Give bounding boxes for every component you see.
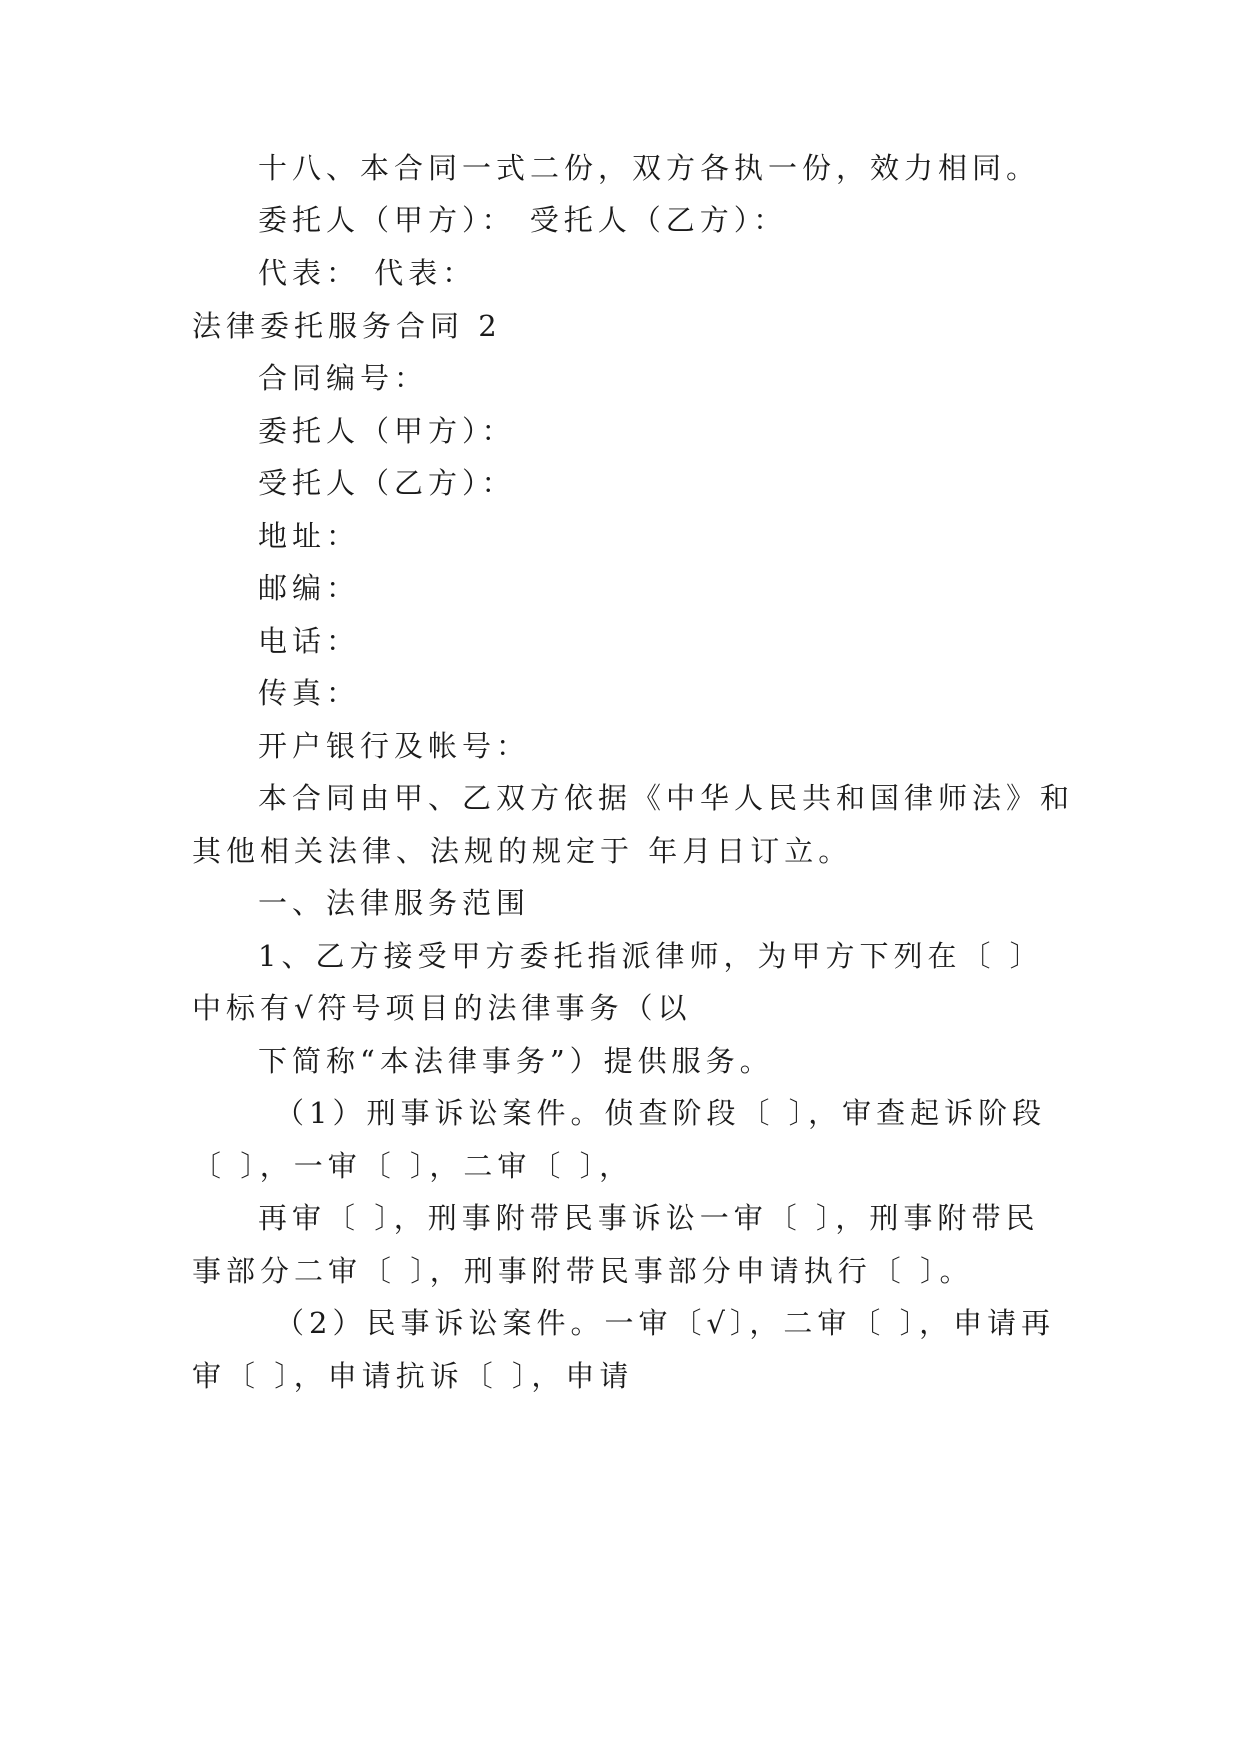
document-title: 法律委托服务合同 2 (192, 309, 502, 343)
clause-1-line-3: 下简称“本法律事务”）提供服务。 (258, 1044, 774, 1078)
criminal-cases-line-2: 〔 〕，一审〔 〕，二审〔 〕， (192, 1149, 634, 1183)
clause-18-copies: 十八、本合同一式二份，双方各执一份，效力相同。 (258, 151, 1041, 185)
criminal-cases-line-4: 事部分二审〔 〕，刑事附带民事部分申请执行〔 〕。 (192, 1254, 974, 1288)
preamble-line-2: 其他相关法律、法规的规定于 年月日订立。 (192, 834, 853, 868)
section-heading-scope: 一、法律服务范围 (258, 886, 531, 920)
criminal-cases-line-1: （1）刑事诉讼案件。侦查阶段〔 〕，审查起诉阶段 (275, 1096, 1047, 1130)
bank-account-field: 开户银行及帐号： (258, 729, 531, 763)
civil-cases-line-1: （2）民事诉讼案件。一审〔√〕，二审〔 〕，申请再 (275, 1306, 1056, 1340)
fax-field: 传真： (258, 676, 361, 710)
postcode-field: 邮编： (258, 571, 361, 605)
address-field: 地址： (258, 519, 361, 553)
client-party-a-field: 委托人（甲方）： (258, 414, 516, 448)
civil-cases-line-2: 审〔 〕，申请抗诉〔 〕，申请 (192, 1359, 634, 1393)
signature-representatives-line: 代表： 代表： (258, 256, 477, 290)
trustee-party-b-field: 受托人（乙方）： (258, 466, 516, 500)
signature-parties-line: 委托人（甲方）： 受托人（乙方）： (258, 203, 788, 237)
contract-number-field: 合同编号： (258, 361, 429, 395)
preamble-line-1: 本合同由甲、乙双方依据《中华人民共和国律师法》和 (258, 781, 1075, 815)
phone-field: 电话： (258, 624, 361, 658)
clause-1-line-2: 中标有√符号项目的法律事务（以 (192, 991, 692, 1025)
clause-1-line-1: 1、乙方接受甲方委托指派律师，为甲方下列在〔 〕 (258, 939, 1044, 973)
criminal-cases-line-3: 再审〔 〕，刑事附带民事诉讼一审〔 〕，刑事附带民 (258, 1201, 1040, 1235)
